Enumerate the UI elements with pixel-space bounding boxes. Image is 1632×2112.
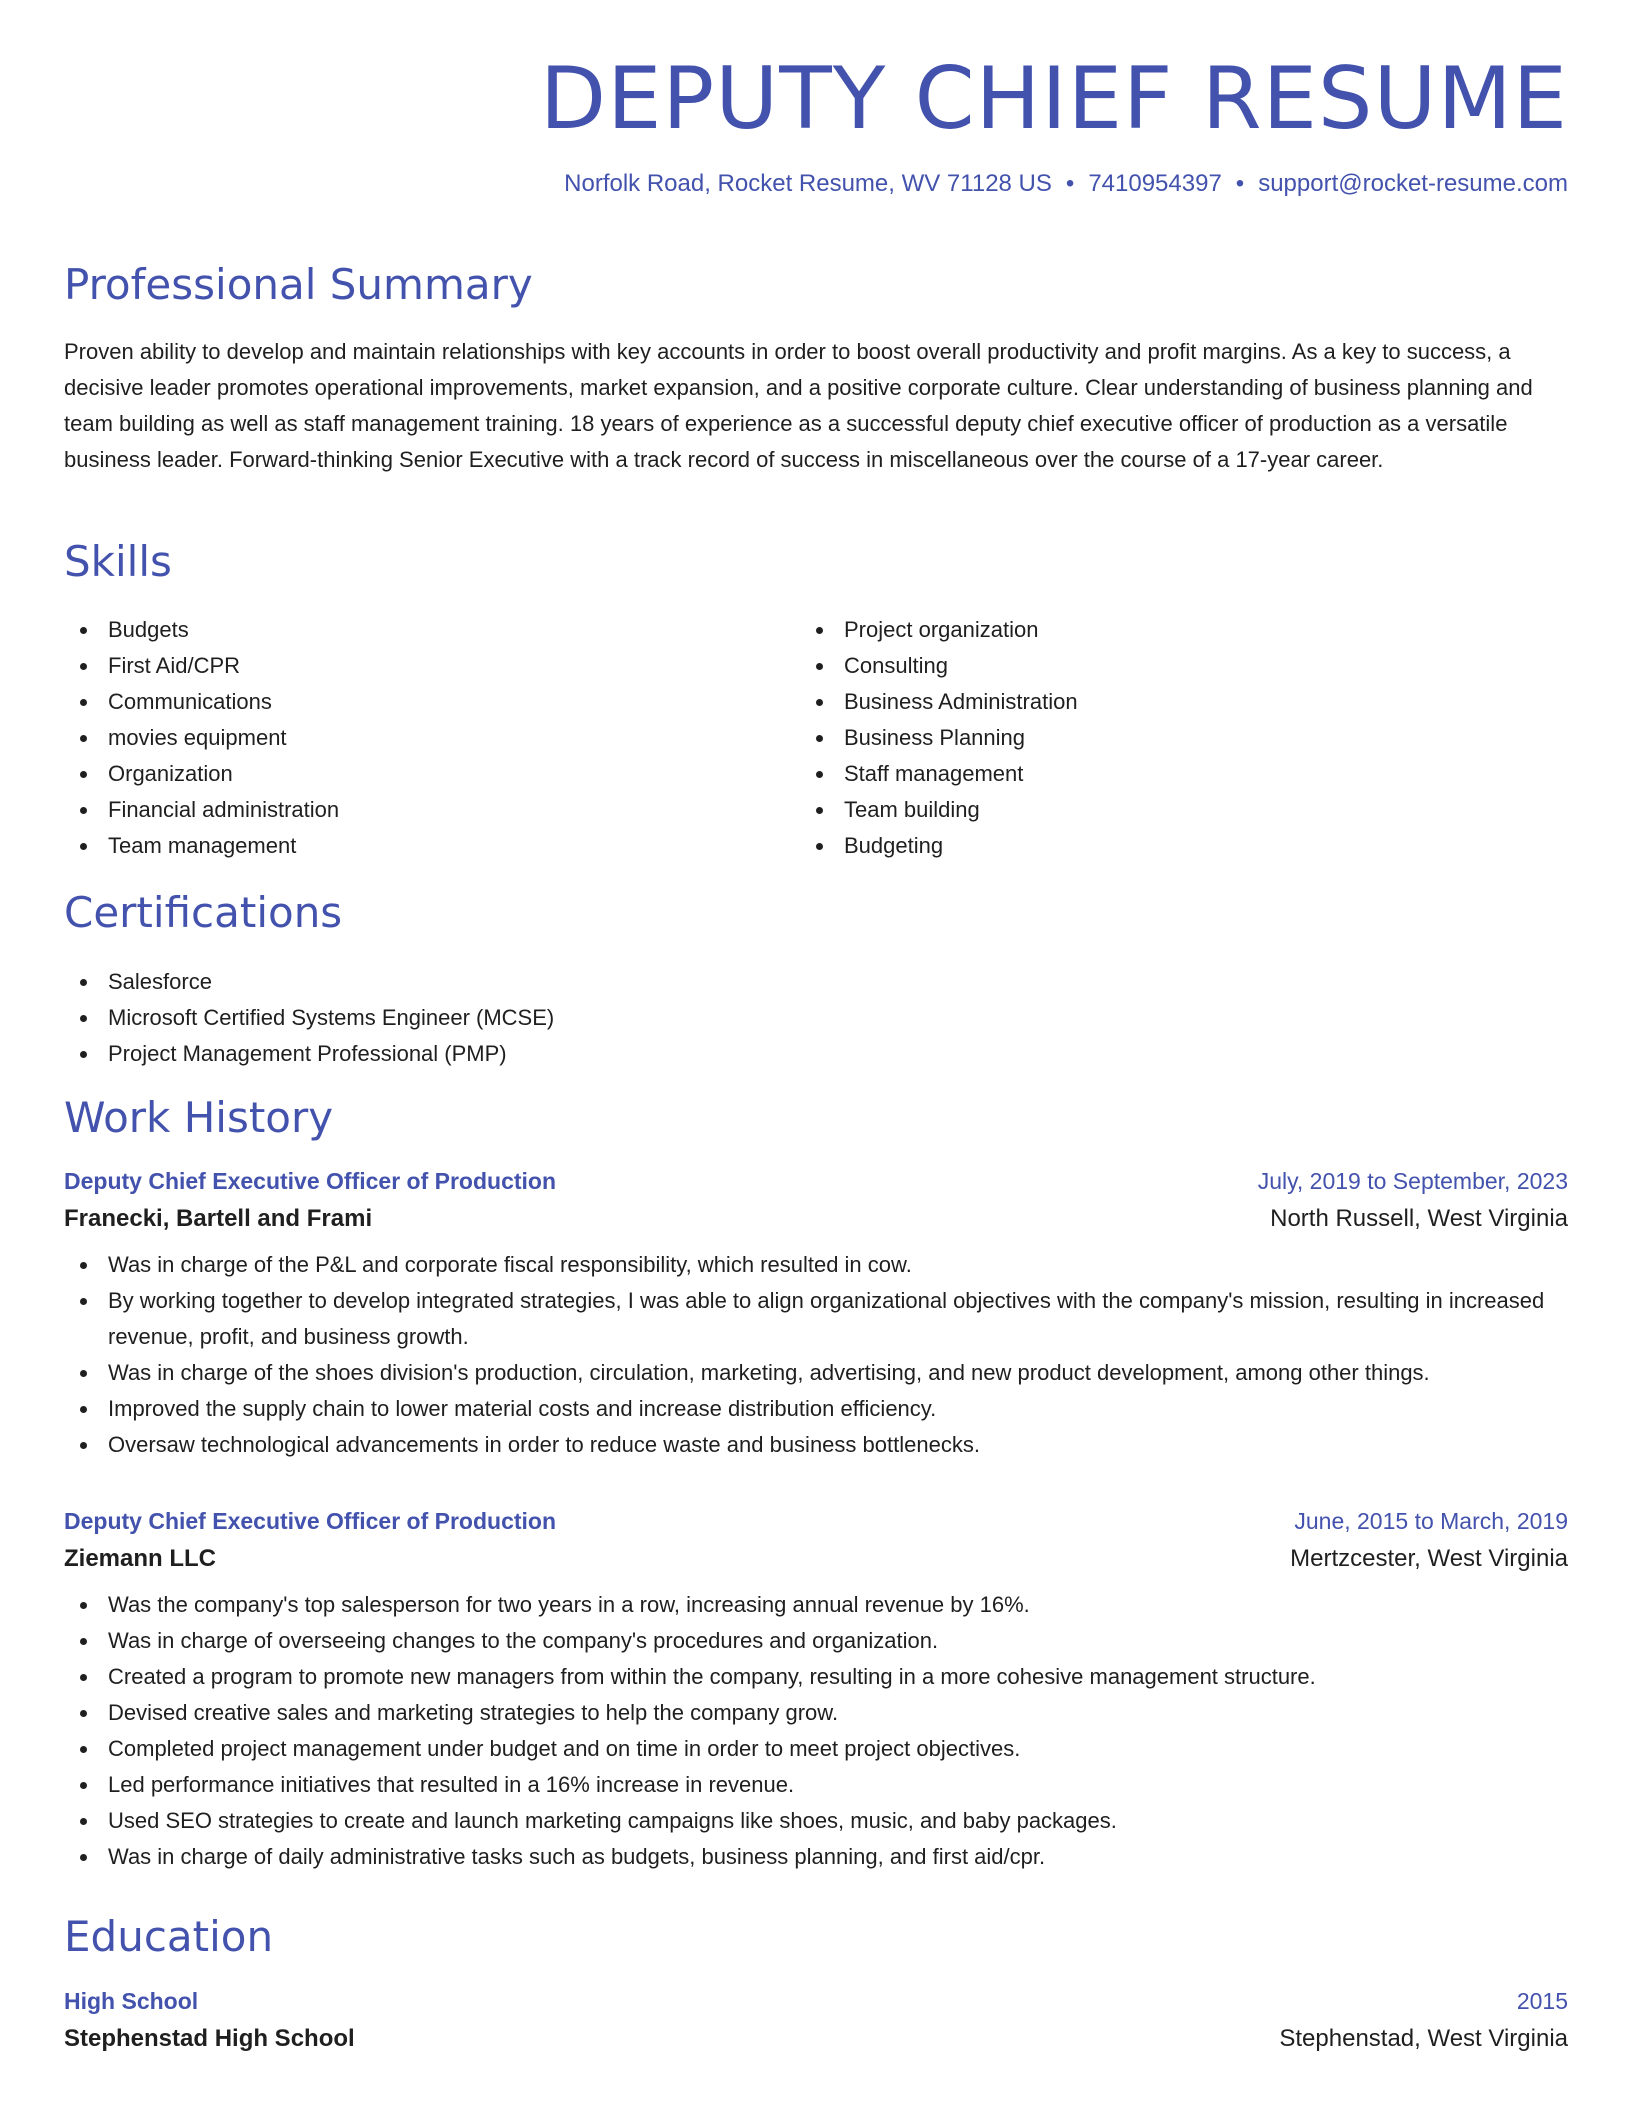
job-title: Deputy Chief Executive Officer of Production [64, 1168, 557, 1194]
company-name: Ziemann LLC [64, 1545, 217, 1572]
skill-item: Communications [64, 684, 339, 720]
job-bullet: Devised creative sales and marketing strategies to help the company grow. [64, 1695, 1568, 1731]
work-entry-subheader [64, 1205, 1568, 1233]
job-bullet: Was in charge of overseeing changes to the company's procedures and organization. [64, 1623, 1568, 1659]
work-entry [64, 1508, 1568, 1875]
job-bullet: Was in charge of the P&L and corporate fiscal responsibility, which resulted in cow. [64, 1247, 1568, 1283]
job-bullet: Created a program to promote new managers from within the company, resulting in a more cohesive management structure. [64, 1659, 1568, 1695]
skills-left-list [64, 612, 339, 864]
contact-phone: 7410954397 [1088, 170, 1222, 197]
skill-item: Budgeting [800, 828, 1078, 864]
work-entry [64, 1168, 1568, 1463]
skill-item: Budgets [64, 612, 339, 648]
resume-name: DEPUTY CHIEF RESUME [539, 49, 1568, 149]
skill-item: Business Administration [800, 684, 1078, 720]
job-location: Mertzcester, West Virginia [1290, 1545, 1568, 1572]
section-title-skills: Skills [64, 537, 172, 586]
job-bullet: Completed project management under budget and on time in order to meet project objectives. [64, 1731, 1568, 1767]
skill-item: Project organization [800, 612, 1078, 648]
certifications-list [64, 964, 554, 1072]
certifications-block [64, 964, 554, 1072]
section-title-summary: Professional Summary [64, 260, 533, 309]
work-entry-subheader [64, 1545, 1568, 1573]
job-bullets [64, 1587, 1568, 1875]
job-bullet: Used SEO strategies to create and launch marketing campaigns like shoes, music, and baby packages. [64, 1803, 1568, 1839]
contact-separator: • [1235, 170, 1245, 197]
certification-item: Project Management Professional (PMP) [64, 1036, 554, 1072]
job-bullet: Improved the supply chain to lower material costs and increase distribution efficiency. [64, 1391, 1568, 1427]
job-bullet: Was in charge of daily administrative tasks such as budgets, business planning, and first aid/cpr. [64, 1839, 1568, 1875]
resume-header [64, 49, 1568, 198]
section-title-work-history: Work History [64, 1093, 334, 1142]
job-bullet: Led performance initiatives that resulted in a 16% increase in revenue. [64, 1767, 1568, 1803]
skill-item: Consulting [800, 648, 1078, 684]
work-entry-header [64, 1168, 1568, 1195]
contact-address: Norfolk Road, Rocket Resume, WV 71128 US [564, 170, 1052, 197]
skills-right-column [800, 612, 1078, 864]
education-entry [64, 1988, 1568, 2053]
skill-item: Organization [64, 756, 339, 792]
education-subheader [64, 2025, 1568, 2053]
skills-right-list [800, 612, 1078, 864]
skill-item: Team management [64, 828, 339, 864]
job-dates: June, 2015 to March, 2019 [1294, 1508, 1568, 1534]
education-header [64, 1988, 1568, 2015]
contact-separator: • [1065, 170, 1075, 197]
skill-item: First Aid/CPR [64, 648, 339, 684]
education-year: 2015 [1516, 1988, 1568, 2014]
contact-line [64, 170, 1568, 198]
company-name: Franecki, Bartell and Frami [64, 1205, 373, 1232]
job-bullets [64, 1247, 1568, 1463]
work-entry-header [64, 1508, 1568, 1535]
job-bullet: Oversaw technological advancements in order to reduce waste and business bottlenecks. [64, 1427, 1568, 1463]
summary-text: Proven ability to develop and maintain relationships with key accounts in order to boost overall productivity and profit margins. As a key to success, a decisive leader promotes operational improvements, market expansion, and a positive corporate culture. Clear understanding of business planning and team building as well as staff management training. 18 years of experience as a successful deputy chief executive officer of production as a versatile business leader. Forward-thinking Senior Executive with a track record of success in miscellaneous over the course of a 17-year career. [64, 339, 1533, 472]
job-dates: July, 2019 to September, 2023 [1257, 1168, 1568, 1194]
school-name: Stephenstad High School [64, 2025, 355, 2052]
job-bullet: Was the company's top salesperson for two years in a row, increasing annual revenue by 16%. [64, 1587, 1568, 1623]
certification-item: Microsoft Certified Systems Engineer (MCSE) [64, 1000, 554, 1036]
skill-item: Team building [800, 792, 1078, 828]
skill-item: Staff management [800, 756, 1078, 792]
job-bullet: Was in charge of the shoes division's production, circulation, marketing, advertising, and new product development, among other things. [64, 1355, 1568, 1391]
skill-item: Business Planning [800, 720, 1078, 756]
skill-item: movies equipment [64, 720, 339, 756]
skills-left-column [64, 612, 339, 864]
contact-email[interactable]: support@rocket-resume.com [1258, 170, 1568, 197]
section-title-education: Education [64, 1912, 274, 1961]
section-title-certifications: Certifications [64, 888, 343, 937]
skill-item: Financial administration [64, 792, 339, 828]
job-title: Deputy Chief Executive Officer of Production [64, 1508, 557, 1534]
school-location: Stephenstad, West Virginia [1279, 2025, 1568, 2052]
job-location: North Russell, West Virginia [1270, 1205, 1568, 1232]
job-bullet: By working together to develop integrated strategies, I was able to align organizational objectives with the company's mission, resulting in increased revenue, profit, and business growth. [64, 1283, 1568, 1355]
certification-item: Salesforce [64, 964, 554, 1000]
education-degree: High School [64, 1988, 199, 2014]
